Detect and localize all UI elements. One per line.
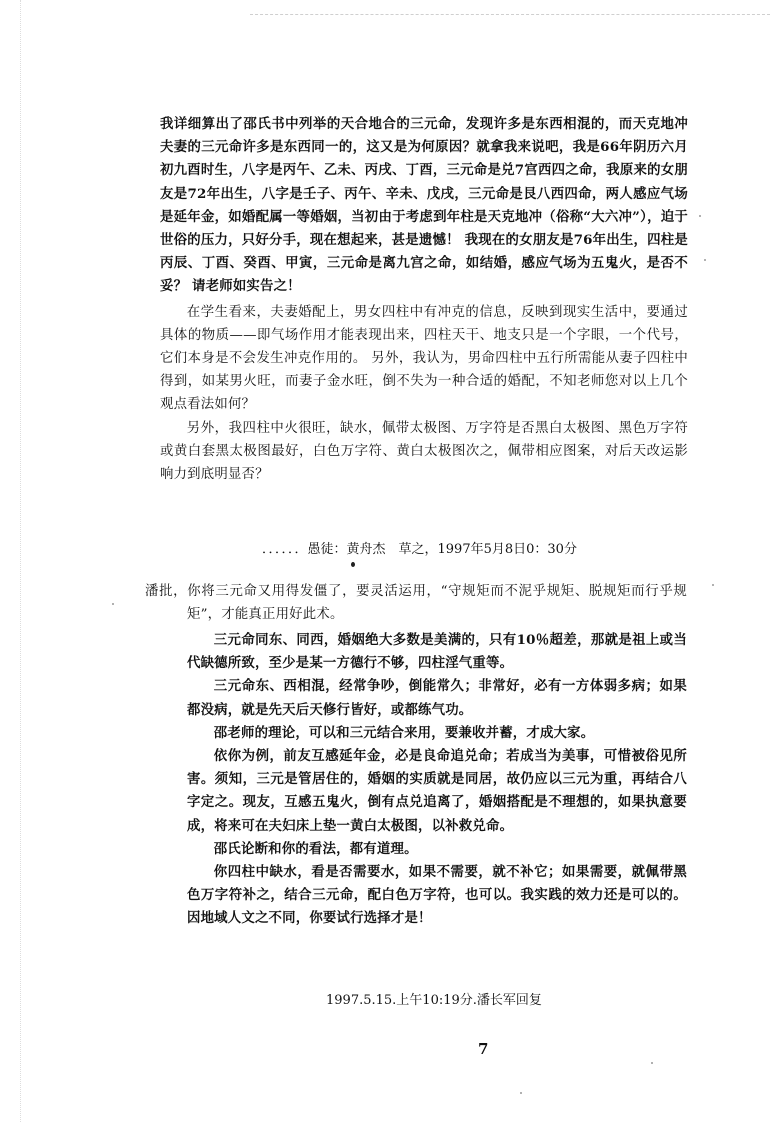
- ink-dot: [351, 562, 355, 567]
- reply-paragraph-2: 三元命同东、同西，婚姻绝大多数是美满的，只有10％超差，那就是祖上或当代缺德所致，至少是某一方德行不够，四柱淫气重等。: [187, 632, 687, 672]
- scan-speck: [712, 584, 714, 586]
- reply-paragraph-3: 三元命东、西相混，经常争吵，倒能常久；非常好，必有一方体弱多病；如果都没病，就是先天后天修行皆好，或都练气功。: [187, 678, 687, 718]
- reply-section: [145, 580, 687, 626]
- scan-speck: [112, 603, 114, 605]
- page-number: 7: [478, 1040, 489, 1058]
- reply-paragraph-7: 你四柱中缺水，看是否需要水，如果不需要，就不补它；如果需要，就佩带黑色万字符补之，结合三元命，配白色万字符，也可以。我实践的效力还是可以的。因地域人文之不同，你要试行选择才是！: [187, 864, 687, 927]
- reply-first-paragraph: [145, 580, 687, 626]
- question-section: [160, 113, 688, 486]
- reply-body: [187, 629, 687, 931]
- reply-paragraph-6: 邵氏论断和你的看法，都有道理。: [213, 840, 418, 857]
- scan-margin-line: [20, 0, 21, 1122]
- reply-paragraph-5: 依你为例，前友互感延年金，必是良命追兑命；若成当为美事，可惜被俗见所害。须知，三元是管居住的，婚姻的实质就是同居，故仍应以三元为重，再结合八字定之。现友，互感五鬼火，倒有点兑追离了，婚姻搭配是不理想的，如果执意要成，将来可在夫妇床上垫一黄白太极图，以补救兑命。: [187, 748, 687, 834]
- scan-speck: [651, 1062, 653, 1064]
- reply-lead: 潘批，: [145, 584, 188, 599]
- question-paragraph-1: 我详细算出了邵氏书中列举的天合地合的三元命，发现许多是东西相混的，而天克地冲夫妻的三元命许多是东西同一的，这又是为何原因？就拿我来说吧，我是66年阴历六月初九酉时生，八字是丙午、乙未、丙戌、丁酉，三元命是兑7宫西四之命，我原来的女朋友是72年出生，八字是壬子、丙午、辛未、戊戌，三元命是艮八西四命，两人感应气场是延年金，如婚配属一等婚姻，当初由于考虑到年柱是天克地冲（俗称“大六冲”），迫于世俗的压力，只好分手，现在想起来，甚是遗憾！ 我现在的女朋友是76年出生，四柱是丙辰、丁酉、癸酉、甲寅，三元命是离九宫之命，如结婚，感应气场为五鬼火，是否不妥？ 请老师如实告之！: [160, 116, 688, 295]
- scan-edge-line: [250, 14, 770, 15]
- reply-paragraph-1: 你将三元命又用得发僵了，要灵活运用，“守规矩而不泥乎规矩、脱规矩而行乎规矩”，才能真正用好此术。: [187, 584, 687, 623]
- question-signature: ．．．．．．愚徒：黄舟杰 草之，1997年5月8日0：30分: [262, 542, 577, 557]
- question-paragraph-2: 在学生看来，夫妻婚配上，男女四柱中有冲克的信息，反映到现实生活中，要通过具体的物质——即气场作用才能表现出来，四柱天干、地支只是一个字眼，一个代号，它们本身是不会发生冲克作用的。 另外，我认为，男命四柱中五行所需能从妻子四柱中得到，如某男火旺，而妻子金水旺，倒不失为一种合适的婚配，不知老师您对以上几个观点看法如何？: [160, 304, 688, 413]
- question-paragraph-3: 另外，我四柱中火很旺，缺水，佩带太极图、万字符是否黑白太极图、黑色万字符或黄白套黑太极图最好，白色万字符、黄白太极图次之，佩带相应图案，对后天改运影响力到底明显否？: [160, 420, 688, 483]
- scan-speck: [704, 259, 706, 261]
- reply-paragraph-4: 邵老师的理论，可以和三元结合来用，要兼收并蓄，才成大家。: [213, 724, 595, 741]
- scan-speck: [699, 215, 701, 217]
- scan-speck: [520, 1092, 522, 1094]
- reply-signature: 1997.5.15.上午10:19分.潘长军回复: [326, 993, 542, 1008]
